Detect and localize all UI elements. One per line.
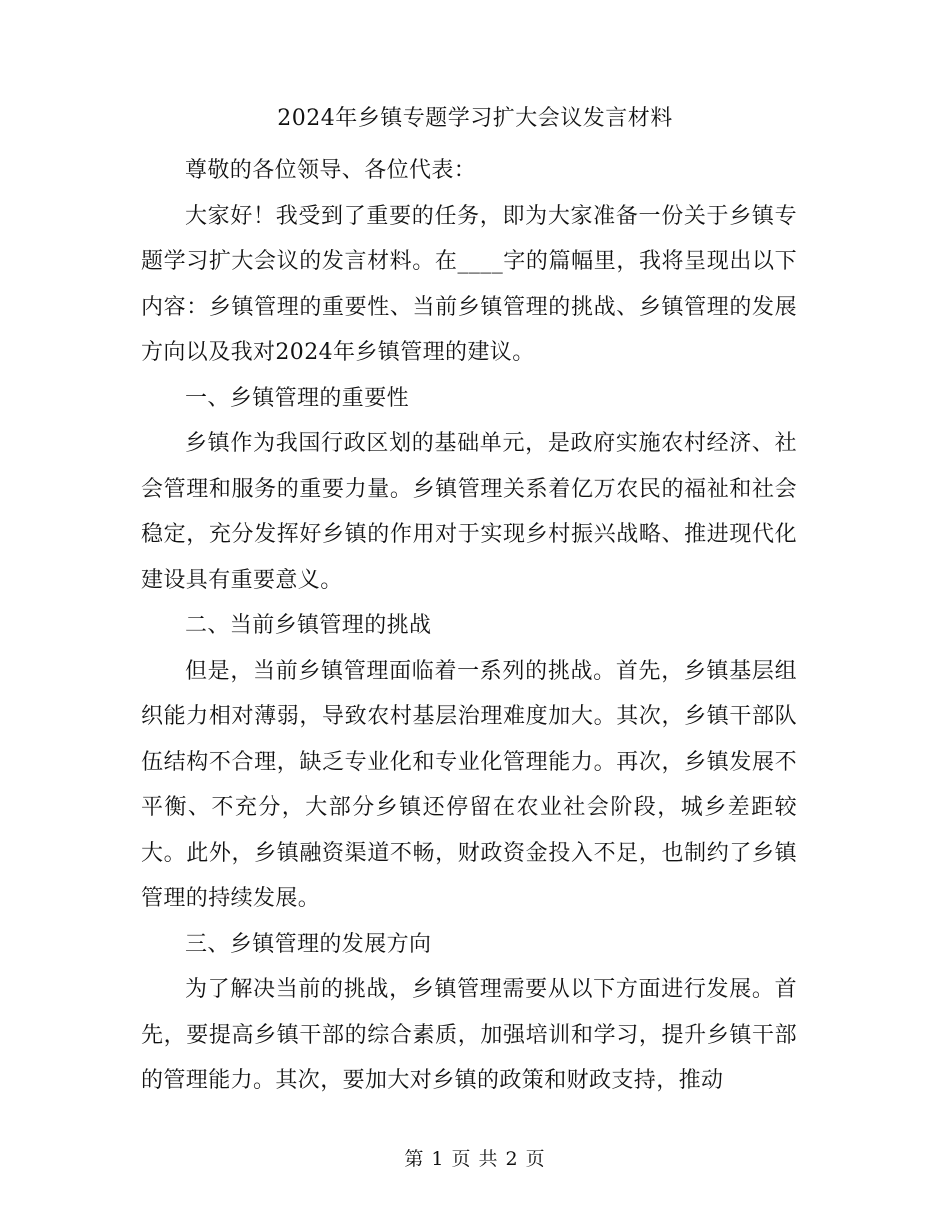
section-heading-direction: 三、乡镇管理的发展方向 bbox=[185, 931, 432, 957]
section-body-direction: 为了解决当前的挑战，乡镇管理需要从以下方面进行发展。首先，要提高乡镇干部的综合素质，加强培训和学习，提升乡镇干部的管理能力。其次，要加大对乡镇的政策和财政支持，推动 bbox=[141, 977, 797, 1093]
section-heading-importance: 一、乡镇管理的重要性 bbox=[185, 385, 410, 411]
document-title: 2024年乡镇专题学习扩大会议发言材料 bbox=[277, 106, 673, 131]
section-heading-challenges: 二、当前乡镇管理的挑战 bbox=[185, 613, 432, 638]
document-body bbox=[141, 148, 797, 1104]
intro-paragraph: 大家好！我受到了重要的任务，即为大家准备一份关于乡镇专题学习扩大会议的发言材料。在____字的篇幅里，我将呈现出以下内容：乡镇管理的重要性、当前乡镇管理的挑战、乡镇管理的发展方向以及我对2024年乡镇管理的建议。 bbox=[141, 203, 797, 365]
salutation: 尊敬的各位领导、各位代表： bbox=[185, 158, 477, 183]
section-body-importance: 乡镇作为我国行政区划的基础单元，是政府实施农村经济、社会管理和服务的重要力量。乡镇管理关系着亿万农民的福祉和社会稳定，充分发挥好乡镇的作用对于实现乡村振兴战略、推进现代化建设具有重要意义。 bbox=[141, 431, 797, 593]
page-footer: 第 1 页 共 2 页 bbox=[404, 1148, 546, 1170]
section-body-challenges: 但是，当前乡镇管理面临着一系列的挑战。首先，乡镇基层组织能力相对薄弱，导致农村基层治理难度加大。其次，乡镇干部队伍结构不合理，缺乏专业化和专业化管理能力。再次，乡镇发展不平衡、不充分，大部分乡镇还停留在农业社会阶段，城乡差距较大。此外，乡镇融资渠道不畅，财政资金投入不足，也制约了乡镇管理的持续发展。 bbox=[141, 658, 797, 911]
